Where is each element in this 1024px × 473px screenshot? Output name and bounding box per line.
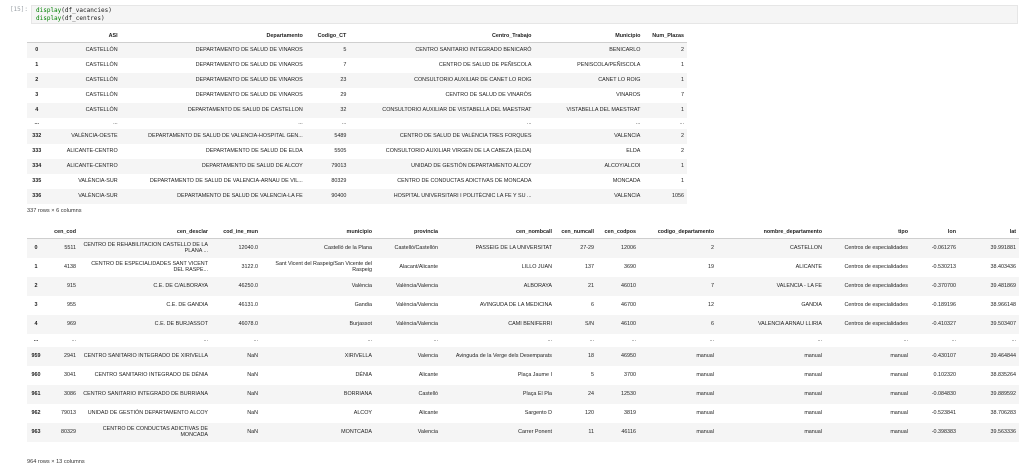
row-index: 336 [32, 193, 42, 199]
row-index: 333 [32, 148, 42, 154]
table-cell: VALENCIA [614, 193, 641, 199]
table-cell: CENTRO DE REHABILITACION CASTELLO DE LA PLANA ... [83, 242, 208, 255]
table-cell: ... [1011, 337, 1016, 343]
table-cell: manual [696, 429, 714, 435]
table-cell: manual [890, 429, 908, 435]
table-cell: MONCADA [612, 178, 641, 184]
table-cell: 2 [681, 47, 684, 54]
table-row [27, 258, 1019, 277]
table-cell: DEPARTAMENTO DE SALUD DE VINAROS [195, 62, 303, 68]
table-cell: ... [298, 120, 303, 126]
table-cell: 3819 [624, 410, 636, 416]
table-cell: 38.835264 [990, 372, 1016, 378]
table-cell: manual [804, 391, 822, 397]
table-cell: 46116 [621, 429, 636, 435]
table-cell: Alicante [418, 410, 438, 416]
table-cell: Plaça El Pla [522, 391, 552, 397]
table-cell: manual [804, 353, 822, 359]
table-row [27, 404, 1019, 423]
table-cell: 80329 [331, 178, 347, 184]
table-cell: ALICANTE-CENTRO [66, 148, 118, 154]
table-cell: 7 [681, 92, 684, 98]
table-cell: 7 [343, 62, 347, 68]
row-index: 3 [34, 302, 38, 308]
table-row [27, 144, 687, 159]
table-cell: BENICARLO [609, 47, 641, 54]
table-cell: -0.061276 [931, 245, 956, 252]
row-index: 0 [34, 245, 38, 252]
table-cell: 21 [588, 283, 594, 289]
table-cell: Alicante [418, 372, 438, 378]
table-cell: ... [631, 337, 636, 343]
table-cell: 12040.0 [238, 245, 258, 252]
table-cell: DEPARTAMENTO DE SALUD DE VALENCIA-HOSPITAL GEN... [148, 133, 303, 139]
table-cell: -0.189196 [931, 302, 956, 308]
table-cell: CONSULTORIO AUXILIAR DE CANET LO ROIG [414, 77, 532, 83]
table-cell: 80329 [61, 429, 76, 435]
table-cell: NaN [247, 410, 258, 416]
table-cell: 3122.0 [241, 264, 258, 270]
table-cell: 46700 [621, 302, 636, 308]
table-cell: CENTRO DE SALUD DE PEÑISCOLA [438, 62, 532, 68]
column-header: Centro_Trabajo [349, 30, 534, 43]
table-cell: 90400 [331, 193, 347, 199]
table-cell: VALENCIA - LA FE [776, 283, 822, 289]
column-header [27, 30, 47, 43]
table-cell: BORRIANA [343, 391, 372, 397]
table-cell: ... [903, 337, 908, 343]
centres-table [27, 226, 1019, 442]
table-cell: 120 [585, 410, 594, 416]
table-cell: manual [696, 372, 714, 378]
column-header: ASI [47, 30, 121, 43]
column-header: lon [911, 226, 959, 239]
table-cell: ... [433, 337, 438, 343]
column-header: nombre_departamento [717, 226, 825, 239]
table-cell: Castelló [418, 391, 438, 397]
table-cell: -0.410327 [931, 321, 956, 327]
table-cell: NaN [247, 372, 258, 378]
column-header: cen_codpos [597, 226, 639, 239]
table-cell: VISTABELLA DEL MAESTRAT [566, 107, 641, 113]
table-cell: C.E. DE GANDIA [166, 302, 208, 308]
row-index: 4 [34, 321, 38, 327]
table-cell: ... [635, 120, 641, 126]
table-cell: València/Valencia [395, 283, 438, 289]
table-cell: 0.102320 [933, 372, 956, 378]
table-cell: 969 [67, 321, 76, 327]
table-cell: HOSPITAL UNIVERSITARI I POLITÈCNIC LA FE Y SU ... [393, 193, 532, 199]
table-cell: ... [679, 120, 684, 126]
table-cell: 46131.0 [238, 302, 258, 308]
table-cell: Centros de especialidades [844, 302, 908, 308]
table-cell: ... [951, 337, 956, 343]
table-cell: ... [367, 337, 372, 343]
table-cell: 5 [591, 372, 594, 378]
table-cell: 3690 [624, 264, 636, 270]
table-cell: -0.530213 [931, 264, 956, 270]
table-cell: ... [817, 337, 822, 343]
column-header: cen_desclar [79, 226, 211, 239]
table-cell: Valencia [417, 429, 438, 435]
table-cell: PENISCOLA/PEÑISCOLA [577, 62, 641, 68]
table-cell: 12530 [621, 391, 636, 397]
table-cell: VALÈNCIA-OESTE [71, 133, 118, 139]
column-header: tipo [825, 226, 911, 239]
table-cell: C.E. DE BURJASSOT [154, 321, 208, 327]
table-cell: 79013 [61, 410, 76, 416]
row-index: 332 [32, 133, 42, 139]
row-index: 4 [35, 107, 39, 113]
table-cell: VINAROS [616, 92, 641, 98]
table-row [27, 118, 687, 129]
table-cell: VALENCIA ARNAU LLIRIA [757, 321, 822, 327]
table-cell: 39.563336 [990, 429, 1016, 435]
table-cell: manual [696, 391, 714, 397]
column-header: provincia [375, 226, 441, 239]
table-row [27, 189, 687, 204]
table-cell: Sant Vicent del Raspeig/San Vicente del Raspeig [275, 261, 372, 273]
table-cell: 955 [67, 302, 76, 308]
table-cell: CASTELLÓN [85, 77, 118, 83]
table-cell: DEPARTAMENTO DE SALUD DE VINAROS [195, 77, 303, 83]
table-cell: CENTRO DE SALUD DE VINARÒS [445, 92, 532, 98]
table-cell: ... [203, 337, 208, 343]
code-argument: (df_centres) [61, 15, 105, 22]
table-cell: DEPARTAMENTO DE SALUD DE ALCOY [201, 163, 303, 169]
table-cell: ... [71, 337, 76, 343]
table-cell: 18 [588, 353, 594, 359]
table-cell: 12 [708, 302, 714, 308]
table-row [27, 129, 687, 144]
table-cell: Centros de especialidades [844, 321, 908, 327]
table-cell: CONSULTORIO AUXILIAR VIRGEN DE LA CABEZA (ELDA) [385, 148, 532, 154]
table-cell: 38.966148 [990, 302, 1016, 308]
table-cell: Sargento D [524, 410, 552, 416]
table-cell: DEPARTAMENTO DE SALUD DE VALENCIA-LA FE [177, 193, 303, 199]
table-cell: 46100 [621, 321, 636, 327]
table-cell: C.E. DE C/ALBORAYA [153, 283, 208, 289]
table-row [27, 88, 687, 103]
table-cell: -0.084830 [931, 391, 956, 397]
table-cell: Centros de especialidades [844, 283, 908, 289]
table-cell: DEPARTAMENTO DE SALUD DE VALENCIA-ARNAU DE VIL... [149, 178, 303, 184]
table-cell: 1 [681, 163, 684, 169]
table-cell: Valencia [417, 353, 438, 359]
row-index: 1 [34, 264, 38, 270]
table-row [27, 277, 1019, 296]
table-cell: 6 [711, 321, 714, 327]
table-cell: ... [547, 337, 552, 343]
table-cell: CASTELLÓN [85, 107, 118, 113]
column-header: Departamento [121, 30, 306, 43]
row-index: 0 [35, 47, 39, 54]
table-cell: Gandia [354, 302, 372, 308]
table-cell: 1 [681, 62, 684, 68]
table-cell: NaN [247, 391, 258, 397]
table-cell: DEPARTAMENTO DE SALUD DE ELDA [205, 148, 303, 154]
table-cell: NaN [247, 353, 258, 359]
table-cell: VALÈNCIA-SUR [78, 178, 118, 184]
table-cell: VALENCIA [614, 133, 641, 139]
table-cell: 5511 [64, 245, 76, 252]
table-cell: Burjassot [349, 321, 372, 327]
table-header-row [27, 226, 1019, 239]
row-index: 335 [32, 178, 42, 184]
table-cell: PASSEIG DE LA UNIVERSITAT [475, 245, 552, 252]
table-cell: 2941 [64, 353, 76, 359]
column-header [27, 226, 45, 239]
table-cell: 38.706283 [990, 410, 1016, 416]
column-header: Municipio [534, 30, 643, 43]
column-header: Num_Plazas [643, 30, 687, 43]
table-cell: ... [113, 120, 118, 126]
row-index: 3 [35, 92, 39, 98]
table-cell: UNIDAD DE GESTIÓN DEPARTAMENTO ALCOY [87, 410, 208, 416]
table-cell: 1 [681, 77, 684, 83]
row-index: 334 [32, 163, 42, 169]
table-cell: 5 [343, 47, 347, 54]
table-cell: manual [890, 372, 908, 378]
table-cell: -0.370700 [931, 283, 956, 289]
table-header-row [27, 30, 687, 43]
table-cell: Centros de especialidades [844, 245, 908, 252]
table-cell: 7 [711, 283, 714, 289]
table-cell: 5489 [334, 133, 347, 139]
table-cell: 1 [681, 107, 684, 113]
table-cell: 3041 [64, 372, 76, 378]
table-cell: CENTRO DE ESPECIALIDADES SANT VICENT DEL RASPE... [91, 261, 208, 273]
centres-summary: 964 rows × 13 columns [27, 459, 85, 465]
table-cell: CENTRO SANITARIO INTEGRADO BENICARÓ [415, 47, 532, 54]
table-cell: manual [804, 372, 822, 378]
table-row [27, 296, 1019, 315]
table-cell: Carrer Ponent [518, 429, 552, 435]
table-cell: DEPARTAMENTO DE SALUD DE CASTELLON [187, 107, 303, 113]
row-index: 963 [31, 429, 41, 435]
table-cell: CASTELLÓN [85, 62, 118, 68]
table-cell: -0.430107 [931, 353, 956, 359]
table-row [27, 366, 1019, 385]
table-cell: -0.523841 [931, 410, 956, 416]
table-cell: manual [696, 410, 714, 416]
table-row [27, 103, 687, 118]
table-cell: 29 [340, 92, 347, 98]
table-cell: València [351, 283, 372, 289]
table-cell: 27-29 [580, 245, 594, 252]
table-cell: CENTRO DE SALUD DE VALÈNCIA TRES FORQUES [399, 133, 532, 139]
table-cell: manual [890, 353, 908, 359]
code-function: display [36, 7, 62, 14]
table-cell: -0.398383 [931, 429, 956, 435]
table-cell: 23 [340, 77, 347, 83]
table-cell: CENTRO SANITARIO INTEGRADO DE BURRIANA [83, 391, 208, 397]
row-index: 2 [35, 77, 39, 83]
cell-prompt: [15]: [9, 6, 28, 13]
table-cell: Castelló/Castellón [394, 245, 438, 252]
table-cell: ELDA [626, 148, 641, 154]
table-cell: manual [804, 429, 822, 435]
table-row [27, 334, 1019, 347]
table-cell: CENTRO SANITARIO INTEGRADO DE DÉNIA [94, 372, 208, 378]
table-cell: NaN [247, 429, 258, 435]
table-cell: 39.481869 [990, 283, 1016, 289]
table-cell: Plaça Jaume I [517, 372, 552, 378]
table-cell: CENTRO DE CONDUCTAS ADICTIVAS DE MONCADA [397, 178, 532, 184]
table-cell: 46010 [621, 283, 636, 289]
table-cell: XIRIVELLA [344, 353, 372, 359]
table-cell: CENTRO DE CONDUCTAS ADICTIVAS DE MONCADA [102, 426, 208, 438]
table-row [27, 159, 687, 174]
code-line [36, 7, 1013, 15]
table-cell: ALBORAYA [523, 283, 552, 289]
table-cell: ... [589, 337, 594, 343]
table-cell: 1 [681, 178, 684, 184]
code-line [36, 15, 1013, 23]
code-argument: (df_vacancies) [61, 7, 112, 14]
table-cell: Alacant/Alicante [399, 264, 438, 270]
table-cell: manual [890, 410, 908, 416]
vacancies-table [27, 30, 687, 204]
table-cell: DEPARTAMENTO DE SALUD DE VINAROS [195, 47, 303, 54]
table-cell: ALICANTE-CENTRO [66, 163, 118, 169]
table-cell: CASTELLÓN [85, 92, 118, 98]
column-header: municipio [261, 226, 375, 239]
table-cell: CASTELLÓN [85, 47, 118, 54]
table-row [27, 43, 687, 58]
table-cell: ALICANTE [795, 264, 822, 270]
table-cell: manual [890, 391, 908, 397]
table-cell: 46950 [621, 353, 636, 359]
table-cell: manual [696, 353, 714, 359]
table-cell: ... [526, 120, 532, 126]
table-row [27, 58, 687, 73]
table-cell: manual [804, 410, 822, 416]
table-cell: Centros de especialidades [844, 264, 908, 270]
code-input[interactable] [31, 5, 1018, 24]
table-cell: ALCOY/ALCOI [604, 163, 641, 169]
table-row [27, 423, 1019, 442]
table-row [27, 239, 1019, 258]
row-index: 960 [31, 372, 41, 378]
row-index: 962 [31, 410, 41, 416]
table-cell: MONTCADA [341, 429, 372, 435]
table-cell: CENTRO SANITARIO INTEGRADO DE XIRIVELLA [83, 353, 208, 359]
row-index: 2 [34, 283, 38, 289]
table-cell: CASTELLON [789, 245, 822, 252]
table-row [27, 385, 1019, 404]
table-cell: ... [709, 337, 714, 343]
table-cell: AVINGUDA DE LA MEDICINA [479, 302, 552, 308]
table-row [27, 73, 687, 88]
table-cell: 3086 [64, 391, 76, 397]
row-index: 961 [31, 391, 41, 397]
table-cell: VALÈNCIA-SUR [78, 193, 118, 199]
table-cell: ... [253, 337, 258, 343]
table-cell: UNIDAD DE GESTIÓN DEPARTAMENTO ALCOY [411, 163, 532, 169]
table-cell: 1056 [672, 193, 684, 199]
table-row [27, 174, 687, 189]
table-cell: València/Valencia [395, 321, 438, 327]
column-header: cod_ine_mun [211, 226, 261, 239]
table-row [27, 347, 1019, 366]
table-cell: 39.464844 [990, 353, 1016, 359]
table-cell: ALCOY [353, 410, 372, 416]
column-header: codigo_departamento [639, 226, 717, 239]
table-row [27, 315, 1019, 334]
table-cell: València/Valencia [395, 302, 438, 308]
column-header: cen_nombcall [441, 226, 555, 239]
table-cell: 46250.0 [238, 283, 258, 289]
table-cell: 2 [681, 148, 684, 154]
table-cell: GANDIA [801, 302, 822, 308]
table-cell: 32 [340, 107, 347, 113]
column-header: lat [959, 226, 1019, 239]
table-cell: 12006 [621, 245, 636, 252]
table-cell: CAMI BENIFERRI [508, 321, 552, 327]
table-cell: 19 [708, 264, 714, 270]
table-cell: 39.991881 [990, 245, 1016, 252]
table-cell: 4138 [64, 264, 76, 270]
table-cell: Castelló de la Plana [324, 245, 372, 252]
column-header: cen_cod [45, 226, 79, 239]
row-index: ... [34, 120, 40, 126]
table-cell: 79013 [331, 163, 347, 169]
table-cell: 39.503407 [990, 321, 1016, 327]
table-cell: 39.889592 [990, 391, 1016, 397]
column-header: cen_numcall [555, 226, 597, 239]
column-header: Codigo_CT [306, 30, 350, 43]
table-cell: ... [341, 120, 347, 126]
table-cell: S/N [585, 321, 594, 327]
table-cell: 46078.0 [238, 321, 258, 327]
table-cell: DEPARTAMENTO DE SALUD DE VINAROS [195, 92, 303, 98]
table-cell: DÉNIA [355, 372, 372, 378]
row-index: 1 [35, 62, 39, 68]
table-cell: CANET LO ROIG [598, 77, 641, 83]
table-cell: Avinguda de la Verge dels Desemparats [455, 353, 552, 359]
row-index: ... [33, 337, 39, 343]
vacancies-summary: 337 rows × 6 columns [27, 208, 82, 214]
row-index: 959 [31, 353, 41, 359]
table-cell: 24 [588, 391, 594, 397]
table-cell: 2 [711, 245, 714, 252]
table-cell: 137 [585, 264, 594, 270]
table-cell: LILLO JUAN [521, 264, 552, 270]
table-cell: 11 [588, 429, 594, 435]
table-cell: 6 [591, 302, 594, 308]
table-cell: CONSULTORIO AUXILIAR DE VISTABELLA DEL MAESTRAT [382, 107, 532, 113]
code-function: display [36, 15, 62, 22]
table-cell: 3700 [624, 372, 636, 378]
table-cell: 2 [681, 133, 684, 139]
table-cell: 38.403436 [990, 264, 1016, 270]
table-cell: 5505 [334, 148, 347, 154]
table-cell: 915 [67, 283, 76, 289]
